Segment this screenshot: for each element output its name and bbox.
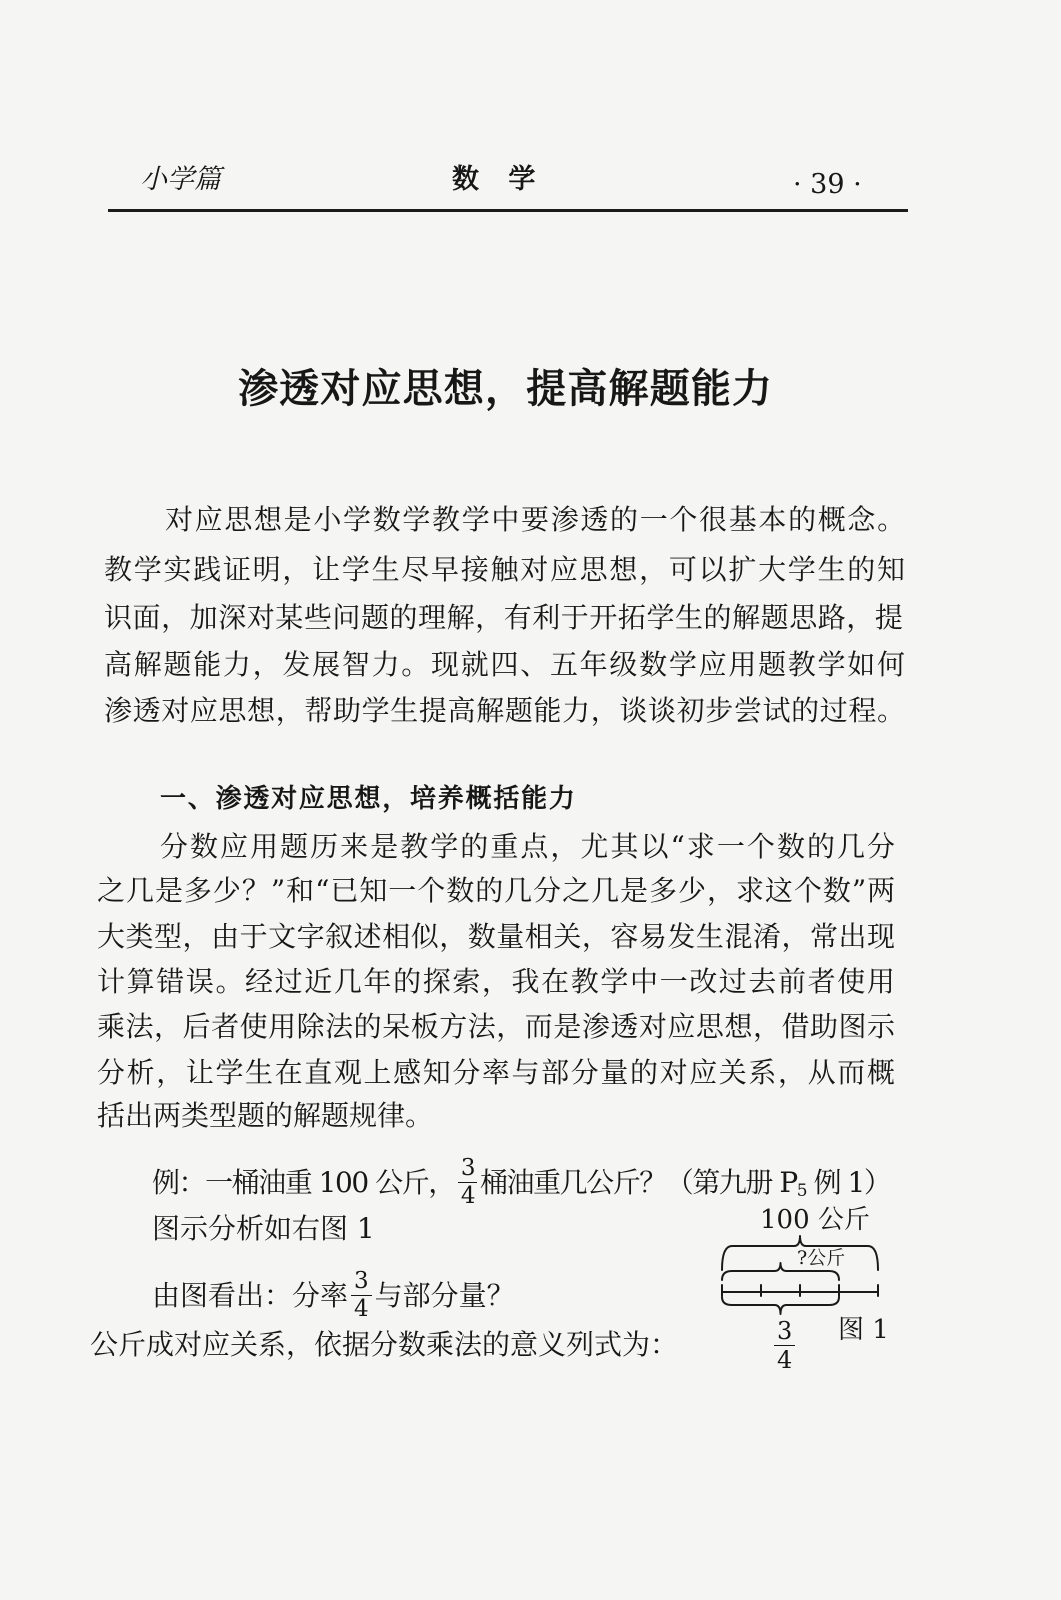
observation-line — [152, 1270, 515, 1321]
section-heading: 一、渗透对应思想，培养概括能力 — [160, 784, 577, 814]
total-brace — [722, 1236, 878, 1270]
body-line: 乘法，后者使用除法的呆板方法，而是渗透对应思想，借助图示 — [97, 1010, 896, 1043]
figure-caption: 图 1 — [838, 1315, 889, 1345]
fraction — [458, 1157, 477, 1208]
body-line: 分析，让学生在直观上感知分率与部分量的对应关系，从而概 — [97, 1056, 897, 1089]
running-head-section: 小学篇 — [140, 164, 221, 195]
fraction-numerator: 3 — [458, 1157, 477, 1183]
example-text: 例：一桶油重 100 公斤， — [152, 1165, 455, 1199]
intro-line: 对应思想是小学数学教学中要渗透的一个很基本的概念。 — [165, 503, 907, 536]
body-line: 大类型，由于文字叙述相似，数量相关，容易发生混淆，常出现 — [97, 920, 896, 953]
intro-line: 识面，加深对某些问题的理解，有利于开拓学生的解题思路，提 — [104, 601, 904, 634]
article-title: 渗透对应思想，提高解题能力 — [238, 366, 774, 412]
body-line: 括出两类型题的解题规律。 — [97, 1099, 434, 1132]
continuation-line: 公斤成对应关系，依据分数乘法的意义列式为： — [90, 1328, 679, 1361]
body-line: 分数应用题历来是教学的重点，尤其以“求一个数的几分 — [160, 830, 898, 863]
fraction — [351, 1270, 372, 1321]
running-head-subject: 数 学 — [452, 164, 536, 195]
fraction-numerator: 3 — [774, 1319, 795, 1346]
part-brace-top — [722, 1263, 839, 1280]
body-line: 计算错误。经过近几年的探索，我在教学中一改过去前者使用 — [97, 965, 897, 998]
page-number: · 39 · — [793, 169, 862, 200]
header-rule — [108, 209, 908, 212]
observation-text: 与部分量？ — [374, 1278, 515, 1312]
body-line: 之几是多少？”和“已知一个数的几分之几是多少，求这个数”两 — [97, 874, 897, 907]
figure-reference-line: 图示分析如右图 1 — [152, 1212, 375, 1245]
figure-total-label: 100 公斤 — [760, 1205, 870, 1235]
figure-fraction — [774, 1319, 795, 1372]
subscript: 5 — [796, 1181, 807, 1201]
example-text: 例 1） — [806, 1165, 891, 1199]
part-brace-bottom — [722, 1297, 839, 1314]
intro-line: 渗透对应思想，帮助学生提高解题能力，谈谈初步尝试的过程。 — [104, 694, 906, 727]
figure-part-label: ?公斤 — [797, 1247, 846, 1269]
fraction-numerator: 3 — [351, 1270, 372, 1296]
figure-diagram — [700, 1200, 900, 1330]
intro-line: 高解题能力，发展智力。现就四、五年级数学应用题教学如何 — [104, 648, 907, 681]
fraction-denominator: 4 — [460, 1183, 474, 1209]
observation-text: 由图看出：分率 — [152, 1278, 349, 1312]
intro-line: 教学实践证明，让学生尽早接触对应思想，可以扩大学生的知 — [104, 553, 907, 586]
fraction-denominator: 4 — [777, 1346, 793, 1374]
fraction-denominator: 4 — [354, 1296, 369, 1322]
example-text: 桶油重几公斤？（第九册 P — [480, 1165, 797, 1199]
